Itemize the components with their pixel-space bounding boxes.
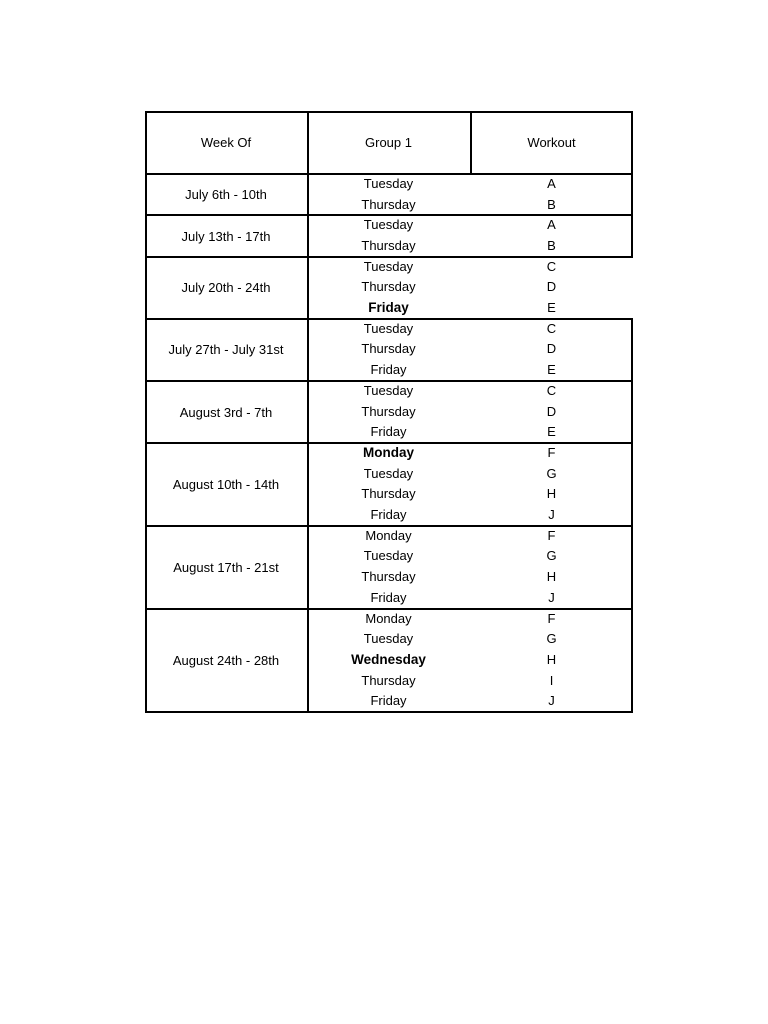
workout-cell: H xyxy=(546,569,557,585)
day-cell: Monday xyxy=(362,444,414,460)
workout-cell: C xyxy=(546,320,557,336)
workout-cell: H xyxy=(546,651,557,667)
workout-cell: C xyxy=(546,258,557,274)
day-cell: Monday xyxy=(365,527,412,543)
workout-cell: I xyxy=(549,672,554,688)
week-of-cell: August 10th - 14th xyxy=(172,476,280,492)
week-of-cell: August 17th - 21st xyxy=(173,559,279,575)
day-cell: Thursday xyxy=(361,237,416,253)
week-of-cell: July 27th - July 31st xyxy=(168,342,284,358)
day-cell: Tuesday xyxy=(363,382,414,398)
workout-cell: D xyxy=(546,403,557,419)
workout-cell: F xyxy=(547,444,556,460)
day-cell: Friday xyxy=(370,589,407,605)
day-cell: Thursday xyxy=(361,486,416,502)
workout-cell: D xyxy=(546,341,557,357)
column-divider xyxy=(307,111,309,713)
workout-cell: J xyxy=(548,589,555,605)
workout-cell: C xyxy=(546,382,557,398)
day-cell: Thursday xyxy=(361,279,416,295)
workout-cell: J xyxy=(548,693,555,709)
workout-cell: F xyxy=(547,527,556,543)
header-group-1: Group 1 xyxy=(365,135,412,150)
schedule-table xyxy=(145,111,633,711)
week-of-cell: August 24th - 28th xyxy=(172,652,280,668)
day-cell: Tuesday xyxy=(363,631,414,647)
week-of-cell: July 13th - 17th xyxy=(181,228,271,244)
workout-cell: F xyxy=(547,610,556,626)
day-cell: Tuesday xyxy=(363,320,414,336)
day-cell: Tuesday xyxy=(363,548,414,564)
workout-cell: G xyxy=(546,465,557,481)
workout-cell: H xyxy=(546,486,557,502)
day-cell: Friday xyxy=(368,299,409,315)
day-cell: Thursday xyxy=(361,403,416,419)
week-of-cell: July 20th - 24th xyxy=(181,280,271,296)
workout-cell: B xyxy=(547,237,556,253)
header-divider xyxy=(470,111,472,174)
table-border-right-upper xyxy=(631,111,633,258)
day-cell: Thursday xyxy=(361,569,416,585)
workout-cell: J xyxy=(548,507,555,523)
workout-cell: E xyxy=(547,362,556,378)
table-border-top xyxy=(145,111,633,113)
workout-cell: A xyxy=(547,175,556,191)
day-cell: Thursday xyxy=(361,196,416,212)
workout-cell: E xyxy=(547,300,556,316)
table-border-right-lower xyxy=(631,319,633,713)
day-cell: Wednesday xyxy=(351,651,426,667)
day-cell: Thursday xyxy=(361,341,416,357)
workout-cell: D xyxy=(546,279,557,295)
day-cell: Friday xyxy=(370,424,407,440)
day-cell: Friday xyxy=(370,362,407,378)
header-workout: Workout xyxy=(527,135,576,150)
day-cell: Tuesday xyxy=(363,465,414,481)
workout-cell: B xyxy=(547,196,556,212)
day-cell: Tuesday xyxy=(363,175,414,191)
workout-cell: A xyxy=(547,217,556,233)
week-of-cell: August 3rd - 7th xyxy=(179,404,273,420)
day-cell: Friday xyxy=(370,693,407,709)
week-of-cell: July 6th - 10th xyxy=(185,187,267,203)
header-week-of: Week Of xyxy=(200,135,252,150)
day-cell: Monday xyxy=(365,610,412,626)
week-divider xyxy=(145,711,633,713)
day-cell: Tuesday xyxy=(363,258,414,274)
day-cell: Tuesday xyxy=(363,217,414,233)
day-cell: Friday xyxy=(370,507,407,523)
workout-cell: G xyxy=(546,548,557,564)
workout-cell: E xyxy=(547,424,556,440)
workout-cell: G xyxy=(546,631,557,647)
table-border-left xyxy=(145,111,147,713)
day-cell: Thursday xyxy=(361,672,416,688)
